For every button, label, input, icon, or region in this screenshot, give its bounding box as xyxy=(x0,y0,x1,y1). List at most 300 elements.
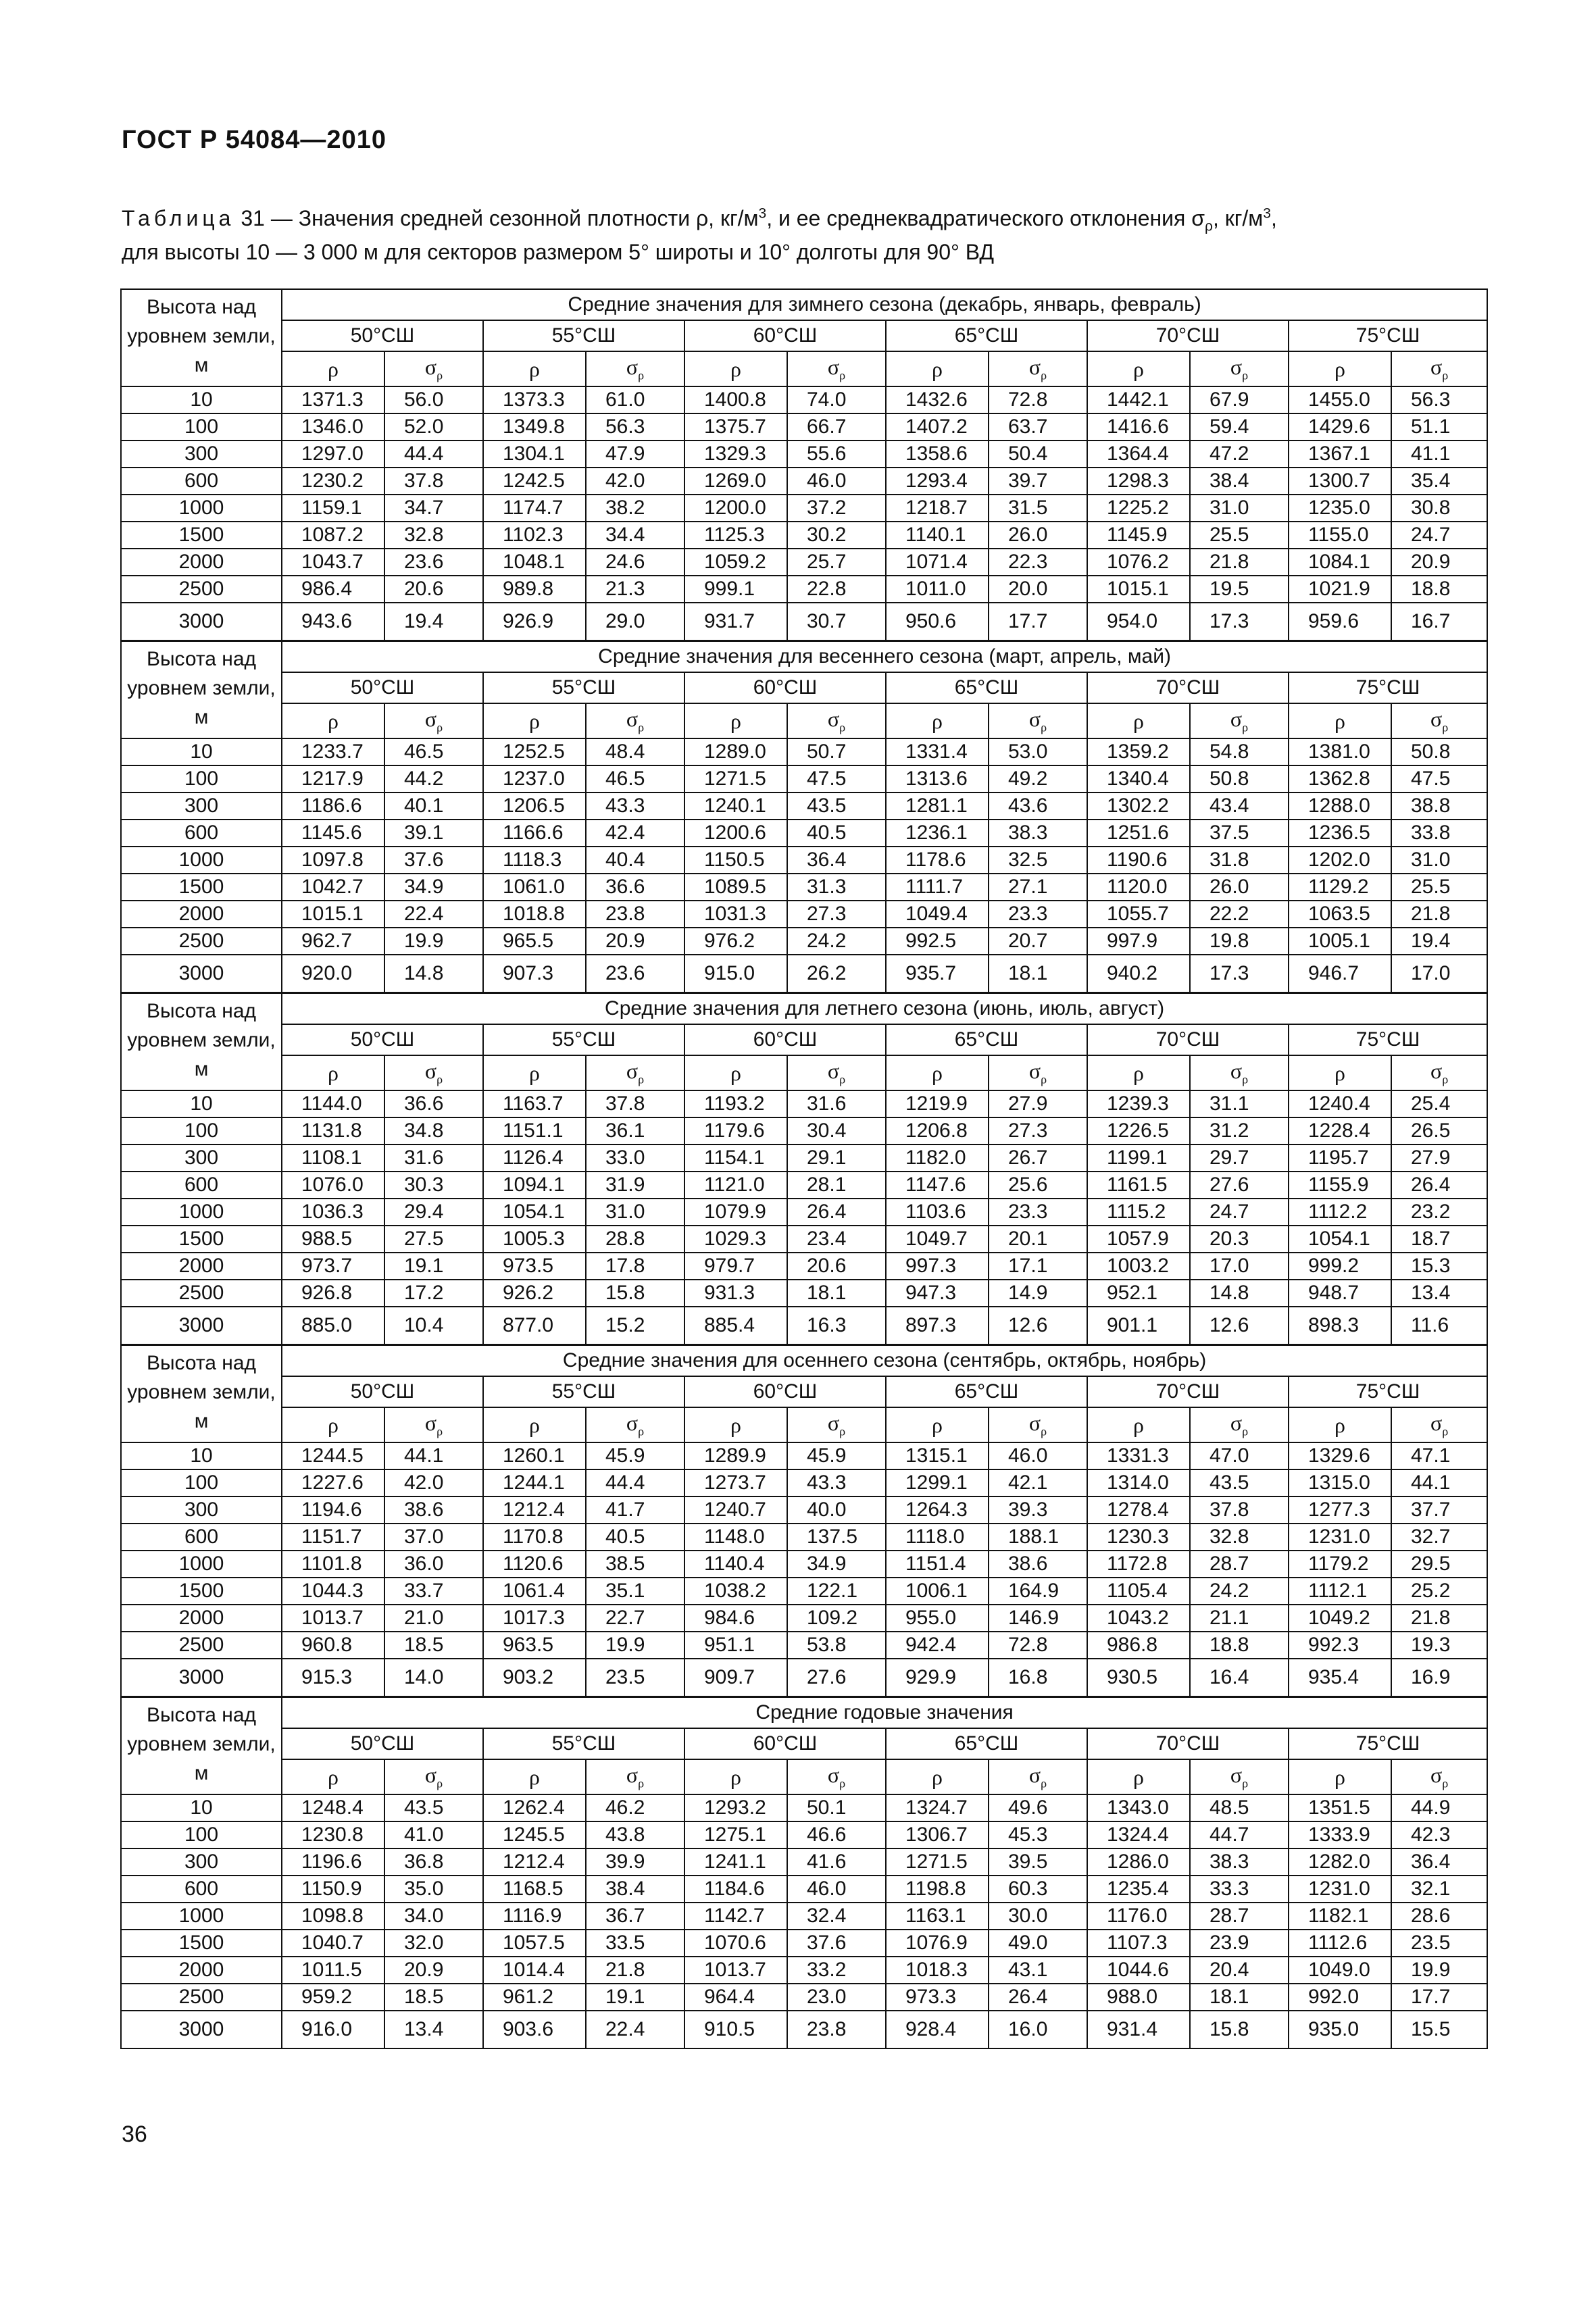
rho-value: 1011.0 xyxy=(886,576,989,603)
rho-value: 1206.8 xyxy=(886,1117,989,1145)
rho-value: 1102.3 xyxy=(483,522,586,549)
sigma-subscript: ρ xyxy=(1041,368,1047,382)
rho-value: 1289.0 xyxy=(684,738,787,765)
sigma-value: 39.7 xyxy=(989,468,1087,495)
sigma-value: 23.3 xyxy=(989,1199,1087,1226)
rho-header: ρ xyxy=(1289,1407,1391,1442)
latitude-header: 60°СШ xyxy=(684,1024,886,1055)
rho-value: 1271.5 xyxy=(684,765,787,793)
sigma-value: 28.7 xyxy=(1190,1903,1289,1930)
latitude-header: 65°СШ xyxy=(886,1024,1087,1055)
rho-value: 1367.1 xyxy=(1289,441,1391,468)
rho-value: 1145.9 xyxy=(1087,522,1190,549)
rho-value: 1116.9 xyxy=(483,1903,586,1930)
sigma-value: 39.5 xyxy=(989,1848,1087,1876)
sigma-value: 28.6 xyxy=(1391,1903,1487,1930)
sigma-value: 50.1 xyxy=(787,1794,886,1821)
sigma-value: 55.6 xyxy=(787,441,886,468)
rho-value: 901.1 xyxy=(1087,1307,1190,1345)
latitude-row xyxy=(121,1728,1487,1759)
rho-value: 1324.4 xyxy=(1087,1821,1190,1848)
rho-value: 1416.6 xyxy=(1087,413,1190,441)
table-row xyxy=(121,1524,1487,1551)
sigma-value: 33.7 xyxy=(384,1578,483,1605)
sigma-symbol: σ xyxy=(1230,1059,1243,1084)
rho-value: 1269.0 xyxy=(684,468,787,495)
height-cell: 1000 xyxy=(121,495,282,522)
sigma-value: 72.8 xyxy=(989,386,1087,413)
rho-value: 1166.6 xyxy=(483,820,586,847)
sigma-value: 37.8 xyxy=(586,1090,684,1117)
rho-value: 1015.1 xyxy=(282,901,384,928)
latitude-header: 65°СШ xyxy=(886,1728,1087,1759)
sigma-value: 46.2 xyxy=(586,1794,684,1821)
sigma-value: 27.5 xyxy=(384,1226,483,1253)
sigma-value: 31.3 xyxy=(787,874,886,901)
rho-value: 1014.4 xyxy=(483,1957,586,1984)
rho-header: ρ xyxy=(684,703,787,738)
sigma-value: 23.2 xyxy=(1391,1199,1487,1226)
sigma-value: 49.0 xyxy=(989,1930,1087,1957)
sigma-subscript: ρ xyxy=(1442,1072,1449,1086)
rho-header: ρ xyxy=(886,703,989,738)
height-cell: 1500 xyxy=(121,1226,282,1253)
rho-value: 1179.6 xyxy=(684,1117,787,1145)
caption-sub: ρ xyxy=(1205,218,1213,234)
sigma-value: 20.3 xyxy=(1190,1226,1289,1253)
sigma-value: 23.8 xyxy=(787,2011,886,2048)
rho-value: 1227.6 xyxy=(282,1469,384,1496)
rho-value: 929.9 xyxy=(886,1659,989,1697)
sigma-value: 30.2 xyxy=(787,522,886,549)
table-row xyxy=(121,576,1487,603)
rho-value: 1044.3 xyxy=(282,1578,384,1605)
rho-value: 1315.0 xyxy=(1289,1469,1391,1496)
table-row xyxy=(121,495,1487,522)
sigma-value: 40.1 xyxy=(384,793,483,820)
sigma-value: 19.3 xyxy=(1391,1632,1487,1659)
rho-header: ρ xyxy=(483,1055,586,1090)
sigma-value: 47.5 xyxy=(787,765,886,793)
latitude-row xyxy=(121,672,1487,703)
rho-header: ρ xyxy=(282,1759,384,1794)
sigma-value: 17.0 xyxy=(1190,1253,1289,1280)
table-row xyxy=(121,603,1487,641)
sigma-subscript: ρ xyxy=(839,1424,846,1438)
section-title: Средние значения для зимнего сезона (декабрь, январь, февраль) xyxy=(282,289,1487,320)
rho-value: 961.2 xyxy=(483,1984,586,2011)
rho-value: 1230.3 xyxy=(1087,1524,1190,1551)
rho-value: 999.1 xyxy=(684,576,787,603)
rho-value: 1329.3 xyxy=(684,441,787,468)
latitude-header: 60°СШ xyxy=(684,1728,886,1759)
rho-value: 1359.2 xyxy=(1087,738,1190,765)
table-row xyxy=(121,386,1487,413)
rho-value: 1172.8 xyxy=(1087,1551,1190,1578)
sigma-value: 33.8 xyxy=(1391,820,1487,847)
rho-value: 1299.1 xyxy=(886,1469,989,1496)
sigma-value: 19.1 xyxy=(586,1984,684,2011)
sigma-symbol: σ xyxy=(1028,1411,1041,1436)
height-cell: 600 xyxy=(121,1876,282,1903)
rho-value: 1038.2 xyxy=(684,1578,787,1605)
rho-value: 1182.1 xyxy=(1289,1903,1391,1930)
rho-value: 1055.7 xyxy=(1087,901,1190,928)
sigma-value: 18.5 xyxy=(384,1632,483,1659)
rho-value: 1186.6 xyxy=(282,793,384,820)
rho-value: 1228.4 xyxy=(1289,1117,1391,1145)
latitude-row xyxy=(121,320,1487,351)
rho-value: 1089.5 xyxy=(684,874,787,901)
sigma-value: 40.5 xyxy=(586,1524,684,1551)
rho-value: 909.7 xyxy=(684,1659,787,1697)
rho-value: 1231.0 xyxy=(1289,1876,1391,1903)
table-row xyxy=(121,738,1487,765)
height-cell: 10 xyxy=(121,386,282,413)
rho-value: 1155.0 xyxy=(1289,522,1391,549)
caption-line-1 xyxy=(122,201,1493,235)
sigma-value: 39.9 xyxy=(586,1848,684,1876)
table-row xyxy=(121,1172,1487,1199)
sigma-value: 28.8 xyxy=(586,1226,684,1253)
sigma-value: 19.8 xyxy=(1190,928,1289,955)
rho-value: 940.2 xyxy=(1087,955,1190,993)
sigma-value: 36.1 xyxy=(586,1117,684,1145)
rho-value: 1217.9 xyxy=(282,765,384,793)
rho-value: 1306.7 xyxy=(886,1821,989,1848)
sigma-symbol: σ xyxy=(626,355,639,380)
rho-value: 962.7 xyxy=(282,928,384,955)
rho-value: 1111.7 xyxy=(886,874,989,901)
sigma-subscript: ρ xyxy=(1242,1072,1249,1086)
caption-prefix: Таблица xyxy=(122,206,235,230)
height-cell: 10 xyxy=(121,1442,282,1469)
sigma-symbol: σ xyxy=(827,1411,840,1436)
height-cell: 2000 xyxy=(121,901,282,928)
sigma-header xyxy=(1190,1759,1289,1794)
sigma-value: 28.1 xyxy=(787,1172,886,1199)
sigma-value: 36.0 xyxy=(384,1551,483,1578)
rho-value: 1212.4 xyxy=(483,1848,586,1876)
rho-value: 952.1 xyxy=(1087,1280,1190,1307)
caption-sup-2: 3 xyxy=(1263,205,1271,222)
height-column-label: Высота над уровнем земли, м xyxy=(121,641,282,739)
rho-value: 1112.2 xyxy=(1289,1199,1391,1226)
rho-value: 903.2 xyxy=(483,1659,586,1697)
rho-value: 959.2 xyxy=(282,1984,384,2011)
rho-value: 1381.0 xyxy=(1289,738,1391,765)
sigma-value: 44.1 xyxy=(384,1442,483,1469)
rho-value: 1302.2 xyxy=(1087,793,1190,820)
sigma-value: 42.0 xyxy=(586,468,684,495)
rho-value: 973.7 xyxy=(282,1253,384,1280)
sigma-value: 24.6 xyxy=(586,549,684,576)
rho-value: 1333.9 xyxy=(1289,1821,1391,1848)
rho-value: 1168.5 xyxy=(483,1876,586,1903)
rho-header: ρ xyxy=(886,351,989,386)
rho-value: 1103.6 xyxy=(886,1199,989,1226)
sigma-value: 31.5 xyxy=(989,495,1087,522)
height-cell: 2000 xyxy=(121,1605,282,1632)
sigma-value: 188.1 xyxy=(989,1524,1087,1551)
rho-value: 1329.6 xyxy=(1289,1442,1391,1469)
height-column-label: Высота над уровнем земли, м xyxy=(121,993,282,1091)
table-row xyxy=(121,847,1487,874)
sigma-value: 27.9 xyxy=(989,1090,1087,1117)
rho-value: 1043.7 xyxy=(282,549,384,576)
rho-value: 926.9 xyxy=(483,603,586,641)
sigma-value: 24.2 xyxy=(787,928,886,955)
sigma-value: 45.9 xyxy=(586,1442,684,1469)
rho-value: 1013.7 xyxy=(684,1957,787,1984)
sigma-value: 21.8 xyxy=(1190,549,1289,576)
sigma-value: 46.0 xyxy=(787,468,886,495)
sigma-value: 31.6 xyxy=(384,1145,483,1172)
height-cell: 300 xyxy=(121,441,282,468)
sigma-header xyxy=(787,1407,886,1442)
sigma-value: 25.5 xyxy=(1190,522,1289,549)
sigma-value: 16.8 xyxy=(989,1659,1087,1697)
rho-header: ρ xyxy=(483,351,586,386)
sigma-value: 43.6 xyxy=(989,793,1087,820)
sigma-header xyxy=(989,703,1087,738)
sigma-header xyxy=(989,1759,1087,1794)
rho-value: 1275.1 xyxy=(684,1821,787,1848)
sigma-value: 21.8 xyxy=(1391,901,1487,928)
sigma-value: 18.8 xyxy=(1190,1632,1289,1659)
sigma-value: 25.4 xyxy=(1391,1090,1487,1117)
sigma-value: 60.3 xyxy=(989,1876,1087,1903)
latitude-header: 75°СШ xyxy=(1289,1728,1487,1759)
rho-value: 1313.6 xyxy=(886,765,989,793)
sigma-value: 10.4 xyxy=(384,1307,483,1345)
rho-value: 1040.7 xyxy=(282,1930,384,1957)
sigma-value: 27.6 xyxy=(1190,1172,1289,1199)
height-cell: 2000 xyxy=(121,549,282,576)
section-title: Средние значения для осеннего сезона (сентябрь, октябрь, ноябрь) xyxy=(282,1345,1487,1377)
sigma-value: 27.9 xyxy=(1391,1145,1487,1172)
document-id: ГОСТ Р 54084—2010 xyxy=(122,126,386,154)
sigma-value: 59.4 xyxy=(1190,413,1289,441)
latitude-header: 50°СШ xyxy=(282,320,483,351)
rho-header: ρ xyxy=(1289,351,1391,386)
page-number: 36 xyxy=(122,2121,147,2147)
section-title-row xyxy=(121,641,1487,673)
sigma-value: 20.6 xyxy=(384,576,483,603)
height-cell: 2000 xyxy=(121,1957,282,1984)
sigma-value: 38.8 xyxy=(1391,793,1487,820)
height-cell: 2500 xyxy=(121,1280,282,1307)
rho-value: 1178.6 xyxy=(886,847,989,874)
sigma-value: 16.0 xyxy=(989,2011,1087,2048)
height-cell: 300 xyxy=(121,1145,282,1172)
sigma-value: 38.6 xyxy=(384,1496,483,1524)
sigma-value: 41.6 xyxy=(787,1848,886,1876)
sigma-value: 26.4 xyxy=(1391,1172,1487,1199)
sigma-value: 34.7 xyxy=(384,495,483,522)
sigma-subscript: ρ xyxy=(1242,368,1249,382)
rho-value: 1289.9 xyxy=(684,1442,787,1469)
sigma-value: 47.5 xyxy=(1391,765,1487,793)
rho-value: 1029.3 xyxy=(684,1226,787,1253)
rho-header: ρ xyxy=(886,1759,989,1794)
sigma-symbol: σ xyxy=(424,1059,437,1084)
height-cell: 1000 xyxy=(121,1903,282,1930)
rho-value: 1163.1 xyxy=(886,1903,989,1930)
sigma-value: 32.1 xyxy=(1391,1876,1487,1903)
rho-value: 1145.6 xyxy=(282,820,384,847)
rho-value: 1273.7 xyxy=(684,1469,787,1496)
sigma-header xyxy=(384,351,483,386)
sigma-value: 46.0 xyxy=(787,1876,886,1903)
sigma-value: 20.6 xyxy=(787,1253,886,1280)
sigma-value: 24.2 xyxy=(1190,1578,1289,1605)
sigma-value: 31.9 xyxy=(586,1172,684,1199)
rho-value: 1375.7 xyxy=(684,413,787,441)
rho-value: 1108.1 xyxy=(282,1145,384,1172)
table-row xyxy=(121,1253,1487,1280)
sigma-value: 53.8 xyxy=(787,1632,886,1659)
sigma-value: 46.6 xyxy=(787,1821,886,1848)
sigma-value: 42.1 xyxy=(989,1469,1087,1496)
sigma-symbol: σ xyxy=(1230,1763,1243,1788)
sigma-subscript: ρ xyxy=(1242,1776,1249,1790)
sigma-value: 21.8 xyxy=(1391,1605,1487,1632)
sigma-value: 41.1 xyxy=(1391,441,1487,468)
height-cell: 1500 xyxy=(121,522,282,549)
sigma-value: 52.0 xyxy=(384,413,483,441)
rho-value: 1161.5 xyxy=(1087,1172,1190,1199)
rho-value: 1241.1 xyxy=(684,1848,787,1876)
table-row xyxy=(121,1578,1487,1605)
caption-line-2: для высоты 10 — 3 000 м для секторов размером 5° широты и 10° долготы для 90° ВД xyxy=(122,240,994,264)
rho-value: 1442.1 xyxy=(1087,386,1190,413)
rho-value: 877.0 xyxy=(483,1307,586,1345)
sigma-header xyxy=(384,703,483,738)
rho-value: 992.3 xyxy=(1289,1632,1391,1659)
sigma-header xyxy=(586,703,684,738)
sigma-value: 43.5 xyxy=(787,793,886,820)
sigma-value: 15.8 xyxy=(1190,2011,1289,2048)
rho-value: 963.5 xyxy=(483,1632,586,1659)
sigma-value: 29.7 xyxy=(1190,1145,1289,1172)
rho-value: 1126.4 xyxy=(483,1145,586,1172)
sigma-value: 11.6 xyxy=(1391,1307,1487,1345)
rho-value: 946.7 xyxy=(1289,955,1391,993)
table-row xyxy=(121,1469,1487,1496)
rho-value: 1182.0 xyxy=(886,1145,989,1172)
rho-value: 988.0 xyxy=(1087,1984,1190,2011)
height-cell: 1500 xyxy=(121,874,282,901)
sigma-value: 15.8 xyxy=(586,1280,684,1307)
sigma-value: 42.0 xyxy=(384,1469,483,1496)
sigma-value: 31.0 xyxy=(1190,495,1289,522)
rho-value: 1154.1 xyxy=(684,1145,787,1172)
sigma-value: 25.2 xyxy=(1391,1578,1487,1605)
table-row xyxy=(121,413,1487,441)
sigma-symbol: σ xyxy=(424,1411,437,1436)
rho-value: 1314.0 xyxy=(1087,1469,1190,1496)
rho-value: 1054.1 xyxy=(1289,1226,1391,1253)
rho-value: 1043.2 xyxy=(1087,1605,1190,1632)
latitude-header: 70°СШ xyxy=(1087,1024,1289,1055)
rho-header: ρ xyxy=(1087,703,1190,738)
rho-value: 1042.7 xyxy=(282,874,384,901)
sigma-value: 29.1 xyxy=(787,1145,886,1172)
rho-value: 926.8 xyxy=(282,1280,384,1307)
rho-value: 1200.6 xyxy=(684,820,787,847)
rho-value: 1242.5 xyxy=(483,468,586,495)
height-column-label: Высота над уровнем земли, м xyxy=(121,289,282,386)
rho-value: 1147.6 xyxy=(886,1172,989,1199)
sigma-value: 50.4 xyxy=(989,441,1087,468)
sigma-header xyxy=(1391,1759,1487,1794)
latitude-header: 65°СШ xyxy=(886,672,1087,703)
table-row xyxy=(121,1496,1487,1524)
sigma-value: 43.8 xyxy=(586,1821,684,1848)
caption-text-2: , и ее среднеквадратического отклонения σ xyxy=(766,206,1205,230)
sigma-value: 22.4 xyxy=(384,901,483,928)
sigma-value: 26.4 xyxy=(787,1199,886,1226)
rho-value: 992.5 xyxy=(886,928,989,955)
rho-value: 1194.6 xyxy=(282,1496,384,1524)
rho-value: 1057.5 xyxy=(483,1930,586,1957)
rho-value: 1199.1 xyxy=(1087,1145,1190,1172)
sigma-value: 51.1 xyxy=(1391,413,1487,441)
sigma-value: 27.6 xyxy=(787,1659,886,1697)
sigma-value: 38.4 xyxy=(1190,468,1289,495)
rho-value: 1235.4 xyxy=(1087,1876,1190,1903)
sigma-value: 38.2 xyxy=(586,495,684,522)
sigma-value: 54.8 xyxy=(1190,738,1289,765)
sigma-value: 22.2 xyxy=(1190,901,1289,928)
rho-value: 1120.0 xyxy=(1087,874,1190,901)
rho-value: 931.3 xyxy=(684,1280,787,1307)
table-row xyxy=(121,1984,1487,2011)
sigma-value: 67.9 xyxy=(1190,386,1289,413)
sigma-value: 30.4 xyxy=(787,1117,886,1145)
sigma-value: 15.5 xyxy=(1391,2011,1487,2048)
sigma-symbol: σ xyxy=(1230,355,1243,380)
rho-value: 920.0 xyxy=(282,955,384,993)
sigma-value: 32.8 xyxy=(1190,1524,1289,1551)
caption-text-3: , кг/м xyxy=(1212,206,1264,230)
table-row xyxy=(121,441,1487,468)
rho-value: 1063.5 xyxy=(1289,901,1391,928)
rho-value: 1151.1 xyxy=(483,1117,586,1145)
sigma-subscript: ρ xyxy=(839,1072,846,1086)
sigma-value: 45.9 xyxy=(787,1442,886,1469)
latitude-header: 55°СШ xyxy=(483,1728,684,1759)
sigma-value: 23.5 xyxy=(1391,1930,1487,1957)
rho-value: 973.5 xyxy=(483,1253,586,1280)
rho-value: 1084.1 xyxy=(1289,549,1391,576)
sigma-value: 31.8 xyxy=(1190,847,1289,874)
sigma-value: 37.6 xyxy=(787,1930,886,1957)
sigma-value: 43.1 xyxy=(989,1957,1087,1984)
rho-value: 1097.8 xyxy=(282,847,384,874)
table-row xyxy=(121,793,1487,820)
table-caption xyxy=(122,201,1493,269)
table-row xyxy=(121,1442,1487,1469)
sigma-header xyxy=(586,351,684,386)
sigma-header xyxy=(1391,1055,1487,1090)
sigma-header xyxy=(1190,1407,1289,1442)
rho-value: 1044.6 xyxy=(1087,1957,1190,1984)
latitude-header: 55°СШ xyxy=(483,320,684,351)
sigma-value: 41.0 xyxy=(384,1821,483,1848)
latitude-header: 65°СШ xyxy=(886,1376,1087,1407)
